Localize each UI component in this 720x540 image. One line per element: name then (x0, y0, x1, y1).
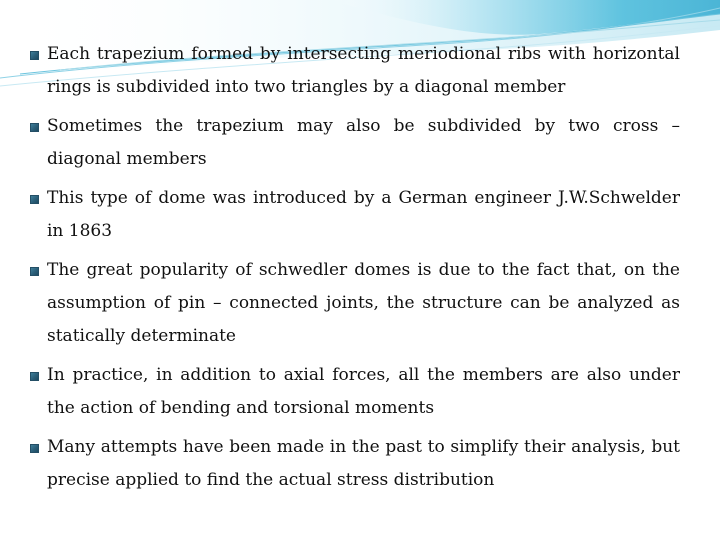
square-bullet-icon (30, 51, 39, 60)
bullet-text: Sometimes the trapezium may also be subdivided by two cross – diagonal members (47, 116, 680, 169)
bullet-item (30, 182, 680, 248)
square-bullet-icon (30, 267, 39, 276)
bullet-text: In practice, in addition to axial forces, all the members are also under the action of bending and torsional moments (47, 365, 680, 418)
bullet-text: Each trapezium formed by intersecting meriodional ribs with horizontal rings is subdivided into two triangles by a diagonal member (47, 44, 680, 97)
bullet-text: This type of dome was introduced by a German engineer J.W.Schwelder in 1863 (47, 188, 680, 241)
bullet-text: Many attempts have been made in the past to simplify their analysis, but precise applied to find the actual stress distribution (47, 437, 680, 490)
square-bullet-icon (30, 372, 39, 381)
bullet-item (30, 38, 680, 104)
bullet-item (30, 359, 680, 425)
square-bullet-icon (30, 195, 39, 204)
bullet-item (30, 431, 680, 497)
square-bullet-icon (30, 444, 39, 453)
bullet-item (30, 110, 680, 176)
square-bullet-icon (30, 123, 39, 132)
bullet-item (30, 254, 680, 353)
bullet-text: The great popularity of schwedler domes is due to the fact that, on the assumption of pin – connected joints, the structure can be analyzed as statically determinate (47, 260, 680, 346)
bullet-list (30, 38, 680, 503)
